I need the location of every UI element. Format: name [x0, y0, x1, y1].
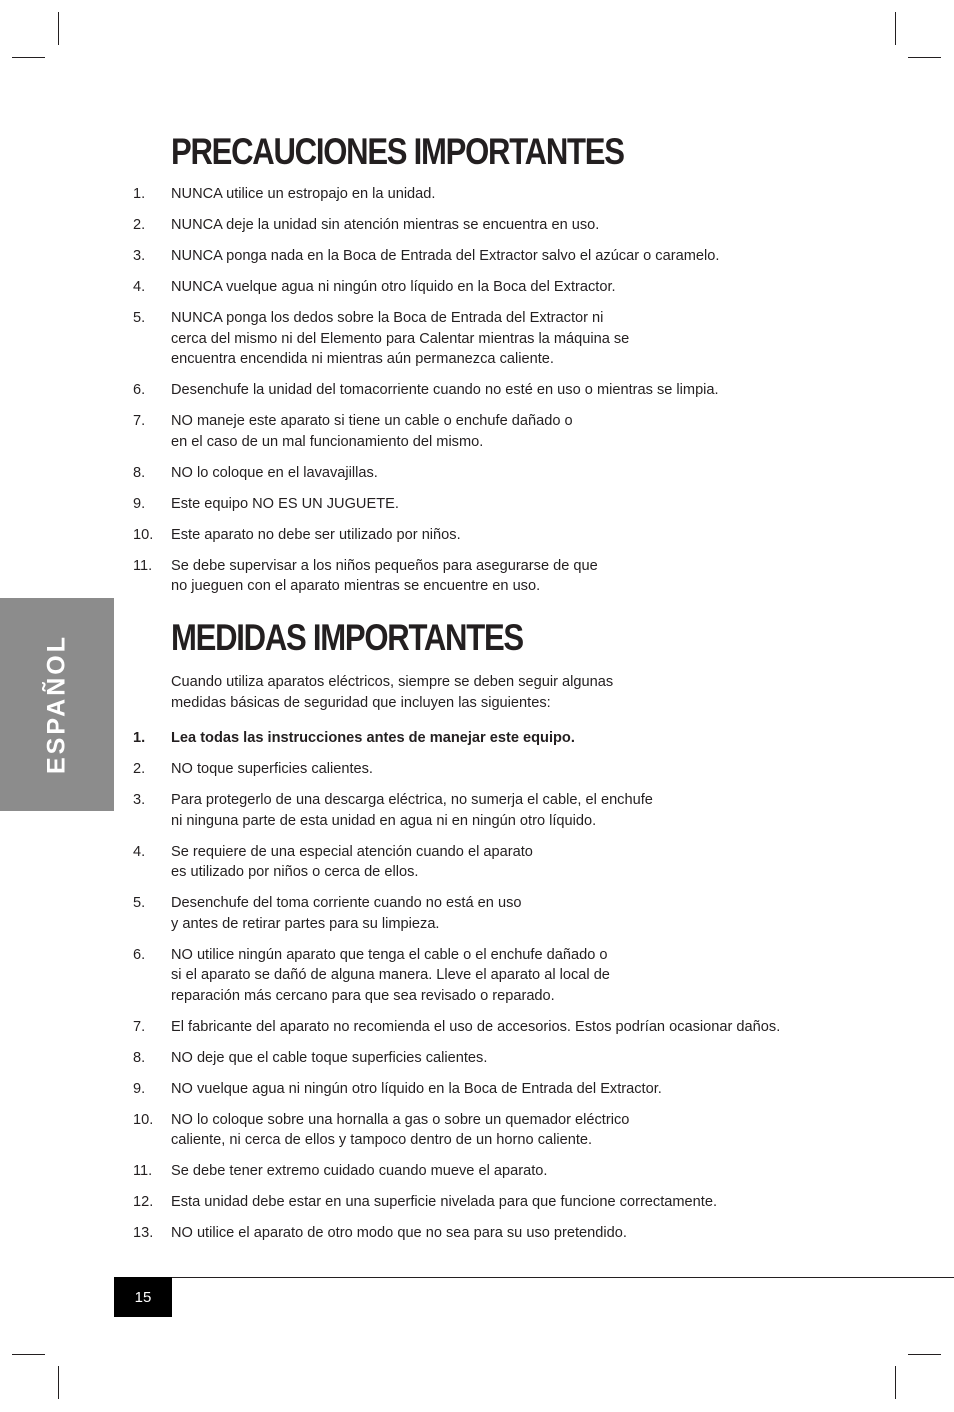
- crop-mark: [908, 1354, 941, 1355]
- crop-mark: [12, 57, 45, 58]
- list-item: 13. NO utilice el aparato de otro modo que no sea para su uso pretendido.: [133, 1225, 627, 1241]
- crop-mark: [895, 12, 896, 45]
- medidas-title: MEDIDAS IMPORTANTES: [171, 617, 523, 658]
- list-item: 4. Se requiere de una especial atención cuando el aparato es utilizado por niños o cerca de ellos.: [133, 843, 533, 880]
- list-item: 6. Desenchufe la unidad del tomacorriente cuando no esté en uso o mientras se limpia.: [133, 382, 719, 398]
- list-item: 11. Se debe supervisar a los niños pequeños para asegurarse de que no jueguen con el aparato mientras se encuentre en uso.: [133, 557, 598, 594]
- list-item: 2. NO toque superficies calientes.: [133, 761, 373, 777]
- list-item: 5. Desenchufe del toma corriente cuando no está en uso y antes de retirar partes para su limpieza.: [133, 895, 522, 932]
- list-item: 10. Este aparato no debe ser utilizado por niños.: [133, 526, 461, 543]
- list-item: 2. NUNCA deje la unidad sin atención mientras se encuentra en uso.: [133, 217, 600, 233]
- list-item: 10. NO lo coloque sobre una hornalla a gas o sobre un quemador eléctrico caliente, ni cerca de ellos y tampoco dentro de un horno caliente.: [133, 1111, 630, 1148]
- crop-mark: [58, 12, 59, 45]
- list-item: 7. El fabricante del aparato no recomienda el uso de accesorios. Estos podrían ocasionar daños.: [133, 1018, 781, 1035]
- list-item: 8. NO lo coloque en el lavavajillas.: [133, 464, 378, 481]
- crop-mark: [908, 57, 941, 58]
- list-item: 4. NUNCA vuelque agua ni ningún otro líquido en la Boca del Extractor.: [133, 279, 616, 295]
- list-item: 11. Se debe tener extremo cuidado cuando mueve el aparato.: [133, 1163, 548, 1179]
- list-item: 3. Para protegerlo de una descarga eléctrica, no sumerja el cable, el enchufe ni ninguna parte de esta unidad en agua ni en ningún otro líquido.: [133, 792, 653, 829]
- list-item: 5. NUNCA ponga los dedos sobre la Boca de Entrada del Extractor ni cerca del mismo ni del Elemento para Calentar mientras la máquina se encuentra encendida ni mientras aún permanezca caliente.: [133, 310, 630, 367]
- language-side-tab: [0, 598, 114, 811]
- list-item: 9. Este equipo NO ES UN JUGUETE.: [133, 495, 399, 512]
- precauciones-title: PRECAUCIONES IMPORTANTES: [171, 131, 624, 172]
- precauciones-list: [133, 184, 893, 607]
- list-item: 3. NUNCA ponga nada en la Boca de Entrada del Extractor salvo el azúcar o caramelo.: [133, 248, 720, 264]
- crop-mark: [12, 1354, 45, 1355]
- medidas-list: [133, 728, 893, 1254]
- list-item: 12. Esta unidad debe estar en una superficie nivelada para que funcione correctamente.: [133, 1194, 718, 1210]
- crop-mark: [58, 1366, 59, 1399]
- crop-mark: [895, 1366, 896, 1399]
- language-label: ESPAÑOL: [42, 634, 71, 774]
- list-item: 1. NUNCA utilice un estropajo en la unidad.: [133, 186, 436, 202]
- page-number: 15: [114, 1277, 172, 1317]
- list-item: 7. NO maneje este aparato si tiene un cable o enchufe dañado o en el caso de un mal funcionamiento del mismo.: [133, 413, 573, 450]
- list-item: 9. NO vuelque agua ni ningún otro líquido en la Boca de Entrada del Extractor.: [133, 1080, 662, 1097]
- footer-rule: [114, 1277, 954, 1278]
- list-item: 6. NO utilice ningún aparato que tenga el cable o el enchufe dañado o si el aparato se dañó de alguna manera. Lleve el aparato al local de reparación más cercano para que sea revisado o reparado.: [133, 946, 610, 1004]
- list-item: 8. NO deje que el cable toque superficies calientes.: [133, 1049, 488, 1066]
- list-item: 1. Lea todas las instrucciones antes de manejar este equipo.: [133, 730, 575, 746]
- medidas-intro: Cuando utiliza aparatos eléctricos, siempre se deben seguir algunas medidas básicas de seguridad que incluyen las siguientes:: [171, 674, 614, 711]
